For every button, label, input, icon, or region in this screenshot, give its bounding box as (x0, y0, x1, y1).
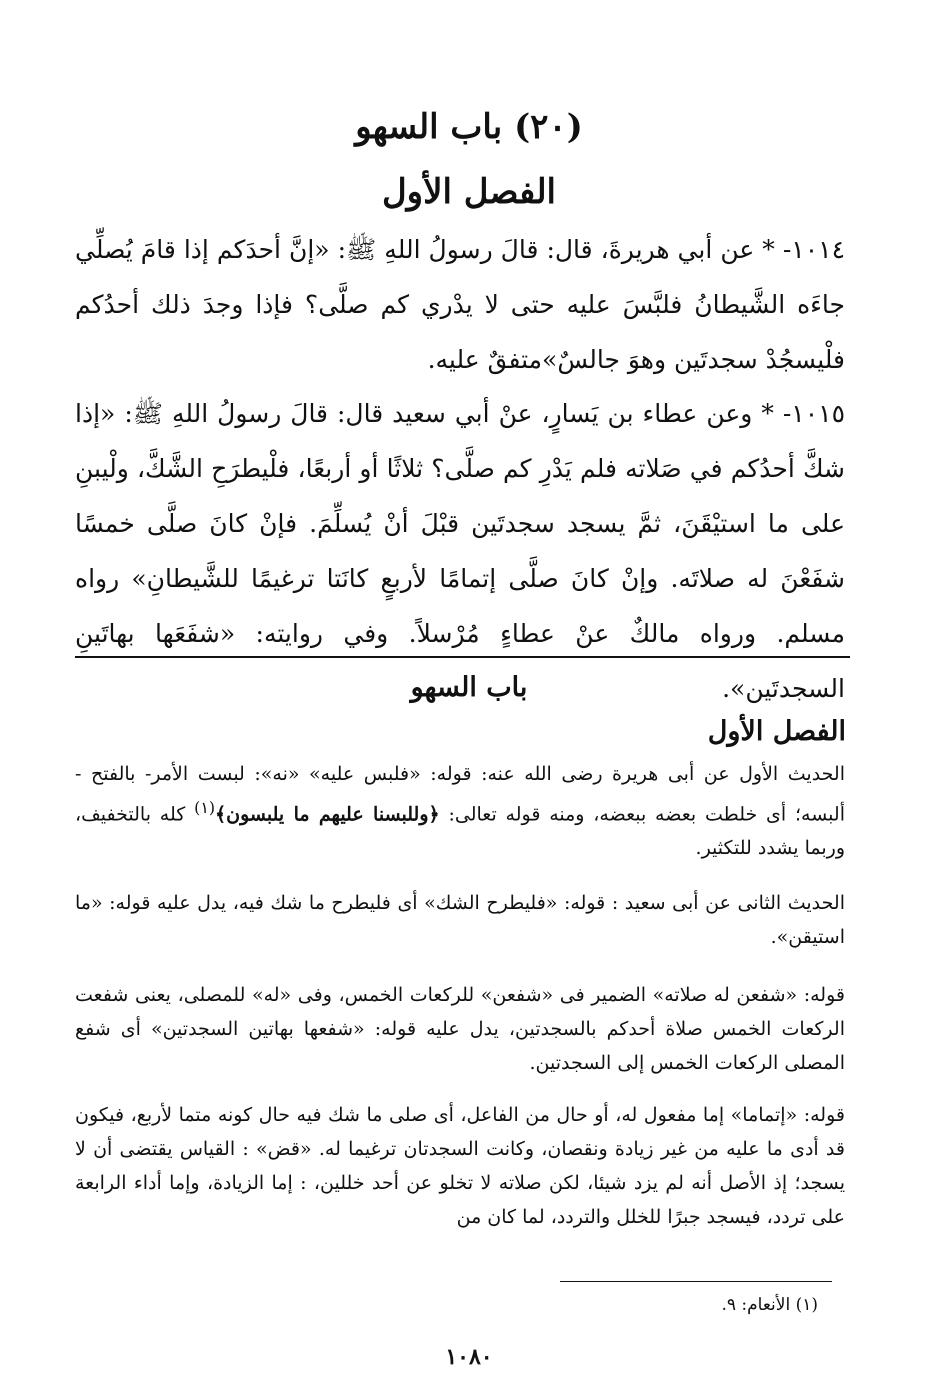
commentary-paragraph-2: الحديث الثانى عن أبى سعيد : قوله: «فليطرح الشك» أى فليطرح ما شك فيه، يدل عليه قوله: «ما استيقن». (75, 892, 845, 948)
commentary-text: كله بالتخفيف، وربما يشدد للتكثير. (75, 803, 845, 860)
commentary-chapter-title: باب السهو (410, 672, 528, 703)
page-number: ١٠٨٠ (445, 1344, 493, 1370)
hadith-1015: ١٠١٥- * وعن عطاء بن يَسارٍ، عنْ أبي سعيد قال: قالَ رسولُ اللهِ ﷺ: «إذا شكَّ أحدُكم في صَلاته فلم يَدْرِ كم صلَّى؟ ثلاثًا أو أربعًا، فلْيطرَحِ الشَّكَّ، ولْيبنِ على ما استيْقَنَ، ثمَّ يسجد سجدتَين قبْلَ أنْ يُسلِّمَ. فإنْ كانَ صلَّى خمسًا شفَعْنَ له صلاتَه. وإنْ كانَ صلَّى إتمامًا لأربعٍ كانَتا ترغيمًا للشَّيطانِ» رواه مسلم. ورواه مالكٌ عنْ عطاءٍ مُرْسلاً. وفي روايته: «شفَعَها بهاتَينِ السجدتَين». (75, 399, 845, 703)
commentary-paragraph-1 (75, 757, 845, 865)
chapter-title: (٢٠) باب السهو (355, 107, 583, 147)
commentary-section-title: الفصل الأول (707, 716, 846, 747)
section-title: الفصل الأول (381, 172, 557, 212)
commentary-paragraph-4: قوله: «إتماما» إما مفعول له، أو حال من الفاعل، أى صلى ما شك فيه حال كونه متما لأربع، فيكون قد أدى ما عليه من غير زيادة ونقصان، وكانت السجدتان ترغيما له. «قض» : القياس يقتضى أن لا يسجد؛ إذ الأصل أنه لم يزد شيئا، لكن صلاته لا تخلو عن أحد خللين، : إما الزيادة، وإما أداء الرابعة على تردد، فيسجد جبرًا للخلل والتردد، لما كان من (75, 1104, 845, 1228)
commentary-paragraph-3: قوله: «شفعن له صلاته» الضمير فى «شفعن» للركعات الخمس، وفى «له» للمصلى، يعنى شفعت الركعات الخمس صلاة أحدكم بالسجدتين، يدل عليه قوله: «شفعها بهاتين السجدتين» أى شفع المصلى الركعات الخمس إلى السجدتين. (75, 984, 845, 1074)
footnote-divider (560, 1281, 832, 1282)
footnote-marker: (١) (194, 798, 216, 817)
hadith-1014: ١٠١٤- * عن أبي هريرةَ، قال: قالَ رسولُ اللهِ ﷺ: «إنَّ أحدَكم إذا قامَ يُصلِّي جاءَه الشَّيطانُ فلبَّسَ عليه حتى لا يدْري كم صلَّى؟ فإذا وجدَ ذلك أحدُكم فلْيسجُدْ سجدتَين وهوَ جالسٌ»متفقٌ عليه. (75, 235, 845, 374)
commentary-text: الحديث الأول عن أبى هريرة رضى الله عنه: قوله: «فلبس عليه» «نه»: لبست الأمر- بالفتح - ألبسه؛ أى خلطت بعضه ببعضه، ومنه قوله تعالى: (75, 763, 845, 826)
commentary-divider (75, 656, 850, 658)
footnote: (١) الأنعام: ٩. (721, 1295, 818, 1315)
quran-quote: ﴿وللبسنا عليهم ما يلبسون﴾ (215, 803, 440, 826)
